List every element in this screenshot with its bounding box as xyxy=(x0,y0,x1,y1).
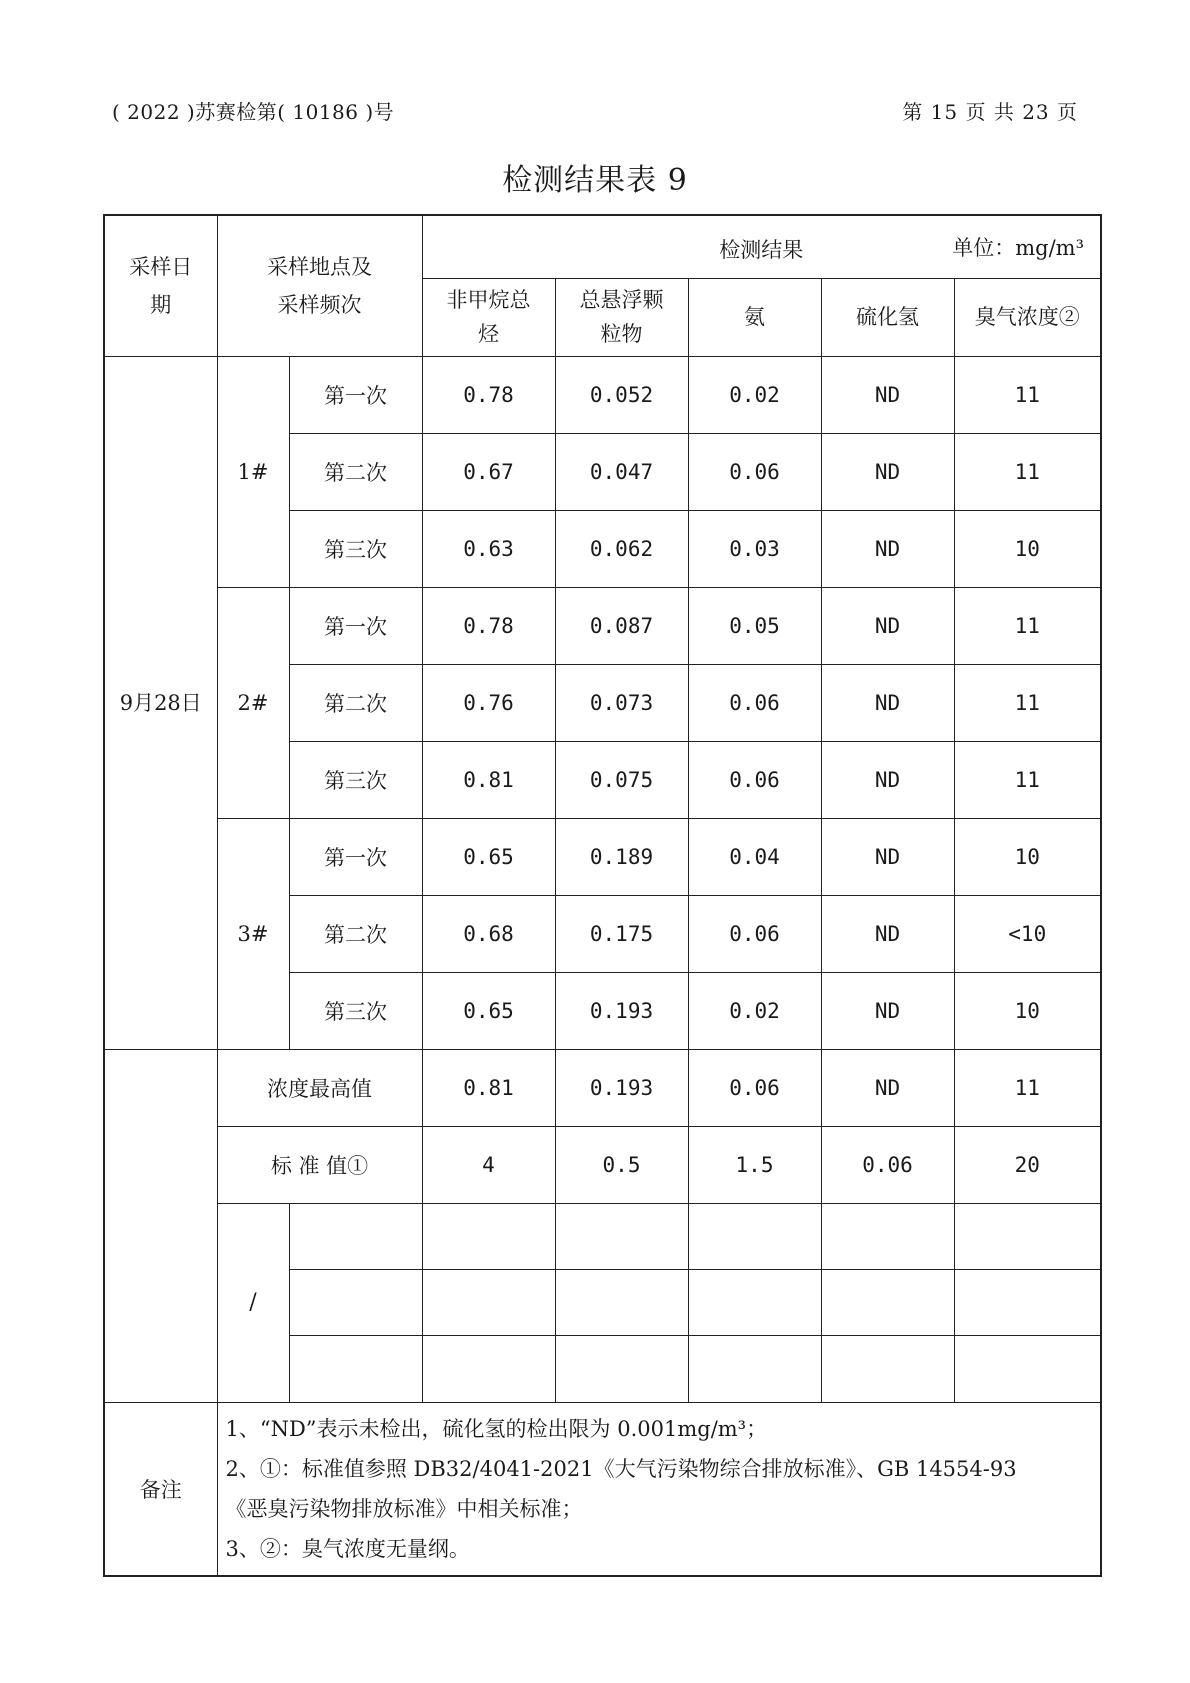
empty-cell xyxy=(688,1204,821,1270)
empty-cell xyxy=(688,1336,821,1403)
empty-cell xyxy=(289,1204,422,1270)
empty-cell xyxy=(821,1204,954,1270)
results-table xyxy=(103,214,1102,1577)
sampling-frequency: 第三次 xyxy=(289,511,422,588)
column-header xyxy=(954,278,1101,356)
table-cell: 11 xyxy=(954,742,1101,819)
column-header-label: 氨 xyxy=(744,305,765,330)
empty-cell xyxy=(555,1336,688,1403)
sampling-frequency: 第二次 xyxy=(289,434,422,511)
sampling-frequency: 第三次 xyxy=(289,742,422,819)
table-cell: 0.04 xyxy=(688,819,821,896)
table-row xyxy=(104,588,1101,665)
page-title: 检测结果表 9 xyxy=(502,163,688,198)
table-cell: 11 xyxy=(954,357,1101,434)
standard-value-cell: 4 xyxy=(422,1127,555,1204)
empty-cell xyxy=(422,1204,555,1270)
table-cell: 0.06 xyxy=(688,665,821,742)
table-cell: 0.68 xyxy=(422,896,555,973)
report-number: ( 2022 )苏赛检第( 10186 )号 xyxy=(112,100,395,124)
blank-cell xyxy=(104,1204,217,1270)
empty-cell xyxy=(555,1204,688,1270)
table-cell: 0.073 xyxy=(555,665,688,742)
standard-value-cell: 1.5 xyxy=(688,1127,821,1204)
empty-cell xyxy=(954,1270,1101,1336)
header-results-group xyxy=(422,215,1101,278)
table-row xyxy=(104,819,1101,896)
max-value-label: 浓度最高值 xyxy=(217,1050,422,1127)
blank-cell xyxy=(104,1050,217,1127)
table-cell: ND xyxy=(821,896,954,973)
table-cell: ND xyxy=(821,588,954,665)
standard-value-row xyxy=(104,1127,1101,1204)
max-value-cell: ND xyxy=(821,1050,954,1127)
table-cell: 0.062 xyxy=(555,511,688,588)
table-cell: ND xyxy=(821,434,954,511)
empty-cell xyxy=(289,1336,422,1403)
empty-cell xyxy=(688,1270,821,1336)
max-value-cell: 0.06 xyxy=(688,1050,821,1127)
table-cell: ND xyxy=(821,819,954,896)
table-cell: 0.189 xyxy=(555,819,688,896)
blank-cell xyxy=(104,1270,217,1336)
standard-value-cell: 20 xyxy=(954,1127,1101,1204)
table-cell: 0.81 xyxy=(422,742,555,819)
table-cell: 0.193 xyxy=(555,973,688,1050)
page-info: 第 15 页 共 23 页 xyxy=(902,100,1078,124)
empty-cell xyxy=(954,1204,1101,1270)
column-header xyxy=(422,278,555,356)
column-header-label: 硫化氢 xyxy=(856,305,919,330)
table-cell: 0.075 xyxy=(555,742,688,819)
results-label: 检测结果 xyxy=(719,238,804,262)
column-header-label: 臭气浓度② xyxy=(974,305,1080,330)
remarks-label: 备注 xyxy=(104,1402,217,1576)
empty-cell xyxy=(422,1336,555,1403)
table-cell: 11 xyxy=(954,434,1101,511)
table-cell: ND xyxy=(821,665,954,742)
table-cell: ND xyxy=(821,357,954,434)
sampling-frequency: 第一次 xyxy=(289,357,422,434)
slash-cell: / xyxy=(217,1204,289,1403)
table-cell: 0.047 xyxy=(555,434,688,511)
table-cell: <10 xyxy=(954,896,1101,973)
empty-cell xyxy=(821,1270,954,1336)
header-sampling-date: 采样日期 xyxy=(104,215,217,357)
unit-label: 单位：mg/m³ xyxy=(952,236,1085,260)
max-value-cell: 0.193 xyxy=(555,1050,688,1127)
table-cell: ND xyxy=(821,973,954,1050)
remark-line: 《恶臭污染物排放标准》中相关标准； xyxy=(225,1496,583,1521)
table-cell: 0.65 xyxy=(422,973,555,1050)
table-cell: 0.02 xyxy=(688,357,821,434)
empty-cell xyxy=(954,1336,1101,1403)
table-cell: 0.76 xyxy=(422,665,555,742)
table-cell: ND xyxy=(821,511,954,588)
empty-row xyxy=(104,1204,1101,1270)
table-cell: 0.087 xyxy=(555,588,688,665)
standard-value-label: 标 准 值① xyxy=(217,1127,422,1204)
blank-cell xyxy=(104,1127,217,1204)
table-cell: 0.052 xyxy=(555,357,688,434)
table-cell: 11 xyxy=(954,588,1101,665)
standard-value-cell: 0.5 xyxy=(555,1127,688,1204)
remark-line: 1、“ND”表示未检出，硫化氢的检出限为 0.001mg/m³； xyxy=(225,1416,768,1441)
table-cell: 0.02 xyxy=(688,973,821,1050)
sampling-site: 3# xyxy=(217,819,289,1050)
empty-cell xyxy=(422,1270,555,1336)
sampling-frequency: 第三次 xyxy=(289,973,422,1050)
table-cell: 0.63 xyxy=(422,511,555,588)
table-cell: 0.03 xyxy=(688,511,821,588)
table-cell: 0.65 xyxy=(422,819,555,896)
empty-cell xyxy=(289,1270,422,1336)
table-cell: 0.06 xyxy=(688,434,821,511)
table-row xyxy=(104,357,1101,434)
header-sampling-site: 采样地点及采样频次 xyxy=(217,215,422,357)
remarks-content xyxy=(217,1402,1101,1576)
sampling-site: 2# xyxy=(217,588,289,819)
sampling-site: 1# xyxy=(217,357,289,588)
table-cell: 0.06 xyxy=(688,896,821,973)
table-cell: 0.78 xyxy=(422,588,555,665)
max-value-row xyxy=(104,1050,1101,1127)
table-cell: 10 xyxy=(954,511,1101,588)
sampling-date: 9月28日 xyxy=(104,357,217,1050)
sampling-frequency: 第二次 xyxy=(289,665,422,742)
column-header xyxy=(555,278,688,356)
remarks-row xyxy=(104,1402,1101,1576)
remark-line: 2、①：标准值参照 DB32/4041-2021《大气污染物综合排放标准》、GB 14554-93 xyxy=(225,1456,1017,1481)
blank-cell xyxy=(104,1336,217,1403)
standard-value-cell: 0.06 xyxy=(821,1127,954,1204)
table-cell: 0.05 xyxy=(688,588,821,665)
table-cell: 10 xyxy=(954,819,1101,896)
column-header-label: 总悬浮颗粒物 xyxy=(579,288,664,347)
table-cell: 11 xyxy=(954,665,1101,742)
table-cell: ND xyxy=(821,742,954,819)
table-cell: 0.78 xyxy=(422,357,555,434)
column-header xyxy=(688,278,821,356)
table-cell: 0.67 xyxy=(422,434,555,511)
empty-cell xyxy=(821,1336,954,1403)
table-cell: 0.175 xyxy=(555,896,688,973)
column-header-label: 非甲烷总烃 xyxy=(446,288,531,347)
max-value-cell: 11 xyxy=(954,1050,1101,1127)
max-value-cell: 0.81 xyxy=(422,1050,555,1127)
remark-line: 3、②：臭气浓度无量纲。 xyxy=(225,1536,470,1561)
sampling-frequency: 第二次 xyxy=(289,896,422,973)
sampling-frequency: 第一次 xyxy=(289,819,422,896)
table-cell: 10 xyxy=(954,973,1101,1050)
sampling-frequency: 第一次 xyxy=(289,588,422,665)
empty-cell xyxy=(555,1270,688,1336)
column-header xyxy=(821,278,954,356)
table-cell: 0.06 xyxy=(688,742,821,819)
